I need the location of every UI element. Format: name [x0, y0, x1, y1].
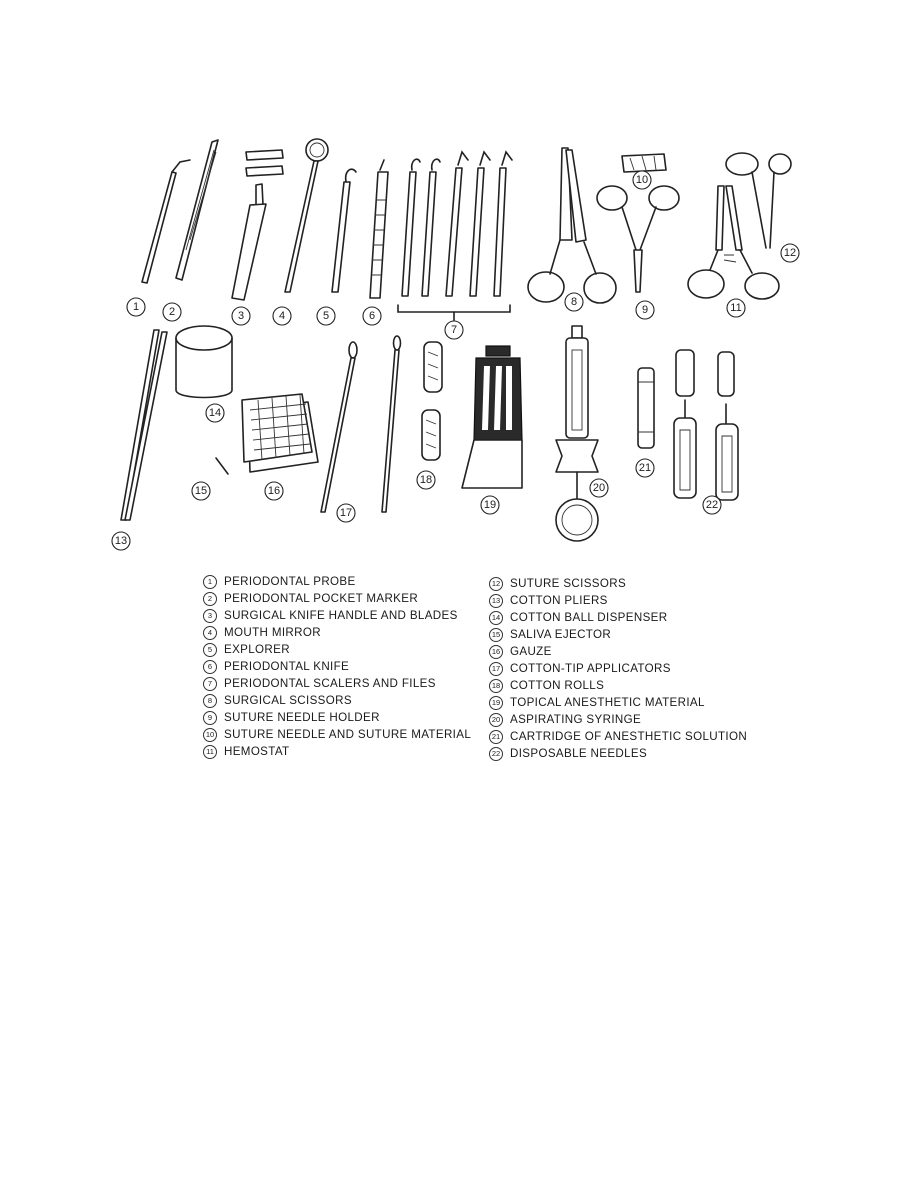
legend-item [489, 745, 747, 762]
legend-label: MOUTH MIRROR [224, 626, 321, 639]
callout-number: 21 [638, 462, 652, 474]
legend-item [203, 658, 471, 675]
callout-8 [565, 293, 583, 311]
callout-number: 4 [278, 310, 286, 322]
legend-item [203, 573, 471, 590]
disposable-needles-drawing [674, 350, 738, 500]
callout-number: 7 [450, 324, 458, 336]
legend-label: SALIVA EJECTOR [510, 628, 612, 641]
legend-label: SUTURE NEEDLE AND SUTURE MATERIAL [224, 728, 472, 741]
legend-label: EXPLORER [224, 643, 290, 656]
legend-label: PERIODONTAL KNIFE [224, 660, 350, 673]
callout-20 [590, 479, 608, 497]
legend-number: 22 [489, 747, 503, 761]
callout-number: 2 [168, 306, 176, 318]
legend-number: 16 [489, 645, 503, 659]
periodontal-knife-drawing [370, 160, 388, 298]
legend-label: SURGICAL KNIFE HANDLE AND BLADES [224, 609, 458, 622]
suture-material-drawing [622, 154, 666, 172]
callout-22 [703, 496, 721, 514]
legend-number: 7 [203, 677, 217, 691]
legend-number: 11 [203, 745, 217, 759]
legend-left-column [203, 573, 471, 760]
legend-item [489, 592, 747, 609]
legend-number: 2 [203, 592, 217, 606]
legend-label: COTTON-TIP APPLICATORS [510, 662, 671, 675]
legend-item [203, 692, 471, 709]
legend-item [203, 590, 471, 607]
callout-number: 10 [635, 174, 649, 186]
callout-6 [363, 307, 381, 325]
legend-item [489, 609, 747, 626]
legend-number: 15 [489, 628, 503, 642]
callout-17 [337, 504, 355, 522]
legend-right-column [489, 575, 747, 762]
surgical-scissors-drawing [528, 148, 616, 303]
callout-16 [265, 482, 283, 500]
legend-item [203, 675, 471, 692]
scalers-and-files-drawing [398, 152, 512, 320]
legend-number: 5 [203, 643, 217, 657]
callout-number: 3 [237, 310, 245, 322]
legend-item [203, 726, 471, 743]
callout-3 [232, 307, 250, 325]
legend-number: 4 [203, 626, 217, 640]
gauze-drawing [242, 394, 318, 472]
cotton-pliers-drawing [121, 330, 167, 520]
callout-13 [112, 532, 130, 550]
cotton-tip-applicators-drawing [321, 336, 401, 512]
legend-item [203, 743, 471, 760]
surgical-knife-drawing [232, 150, 283, 300]
legend-number: 17 [489, 662, 503, 676]
callout-10 [633, 171, 651, 189]
callout-14 [206, 404, 224, 422]
callout-21 [636, 459, 654, 477]
callout-number: 20 [592, 482, 606, 494]
callout-number: 6 [368, 310, 376, 322]
legend-number: 9 [203, 711, 217, 725]
callout-15 [192, 482, 210, 500]
legend-number: 20 [489, 713, 503, 727]
legend-label: HEMOSTAT [224, 745, 290, 758]
legend-label: TOPICAL ANESTHETIC MATERIAL [510, 696, 705, 709]
callout-number: 15 [194, 485, 208, 497]
topical-anesthetic-tube-drawing [462, 346, 522, 488]
legend-item [489, 575, 747, 592]
legend-number: 14 [489, 611, 503, 625]
legend-label: PERIODONTAL POCKET MARKER [224, 592, 419, 605]
legend-item [489, 711, 747, 728]
legend-label: GAUZE [510, 645, 552, 658]
legend-label: COTTON PLIERS [510, 594, 608, 607]
legend-label: DISPOSABLE NEEDLES [510, 747, 648, 760]
legend-label: CARTRIDGE OF ANESTHETIC SOLUTION [510, 730, 748, 743]
legend-number: 1 [203, 575, 217, 589]
callout-number: 13 [114, 535, 128, 547]
callout-18 [417, 471, 435, 489]
callout-number: 22 [705, 499, 719, 511]
aspirating-syringe-drawing [556, 326, 598, 541]
legend-number: 10 [203, 728, 217, 742]
callout-19 [481, 496, 499, 514]
legend-label: SUTURE NEEDLE HOLDER [224, 711, 380, 724]
legend-number: 19 [489, 696, 503, 710]
callout-number: 14 [208, 407, 222, 419]
legend-item [489, 694, 747, 711]
callout-number: 11 [730, 302, 742, 314]
legend-label: ASPIRATING SYRINGE [510, 713, 642, 726]
legend-item [489, 643, 747, 660]
callout-number: 19 [483, 499, 497, 511]
legend-item [203, 641, 471, 658]
callout-number: 17 [339, 507, 353, 519]
legend-number: 13 [489, 594, 503, 608]
callout-number: 9 [641, 304, 649, 316]
callout-4 [273, 307, 291, 325]
callout-number: 12 [783, 247, 797, 259]
callout-7 [445, 321, 463, 339]
callout-2 [163, 303, 181, 321]
legend-number: 6 [203, 660, 217, 674]
callout-number: 1 [132, 301, 140, 313]
callout-number: 5 [322, 310, 330, 322]
callout-number: 18 [419, 474, 433, 486]
cotton-rolls-drawing [422, 342, 442, 460]
callout-1 [127, 298, 145, 316]
legend-item [489, 626, 747, 643]
legend-item [489, 728, 747, 745]
legend-item [203, 624, 471, 641]
callout-11 [727, 299, 745, 317]
legend-label: SUTURE SCISSORS [510, 577, 627, 590]
explorer-drawing [332, 169, 356, 292]
legend-number: 21 [489, 730, 503, 744]
legend-item [203, 607, 471, 624]
callout-5 [317, 307, 335, 325]
callout-number: 16 [267, 485, 281, 497]
legend-label: SURGICAL SCISSORS [224, 694, 352, 707]
callout-12 [781, 244, 799, 262]
legend-item [489, 660, 747, 677]
legend-number: 8 [203, 694, 217, 708]
legend-number: 12 [489, 577, 503, 591]
legend-label: PERIODONTAL PROBE [224, 575, 356, 588]
legend-number: 3 [203, 609, 217, 623]
callout-number: 8 [570, 296, 578, 308]
legend-label: COTTON ROLLS [510, 679, 605, 692]
legend-label: COTTON BALL DISPENSER [510, 611, 668, 624]
legend-item [203, 709, 471, 726]
cotton-ball-dispenser-drawing [176, 326, 232, 398]
legend-item [489, 677, 747, 694]
legend-number: 18 [489, 679, 503, 693]
callout-9 [636, 301, 654, 319]
mouth-mirror-drawing [285, 139, 328, 292]
legend-label: PERIODONTAL SCALERS AND FILES [224, 677, 436, 690]
anesthetic-cartridge-drawing [638, 368, 654, 448]
